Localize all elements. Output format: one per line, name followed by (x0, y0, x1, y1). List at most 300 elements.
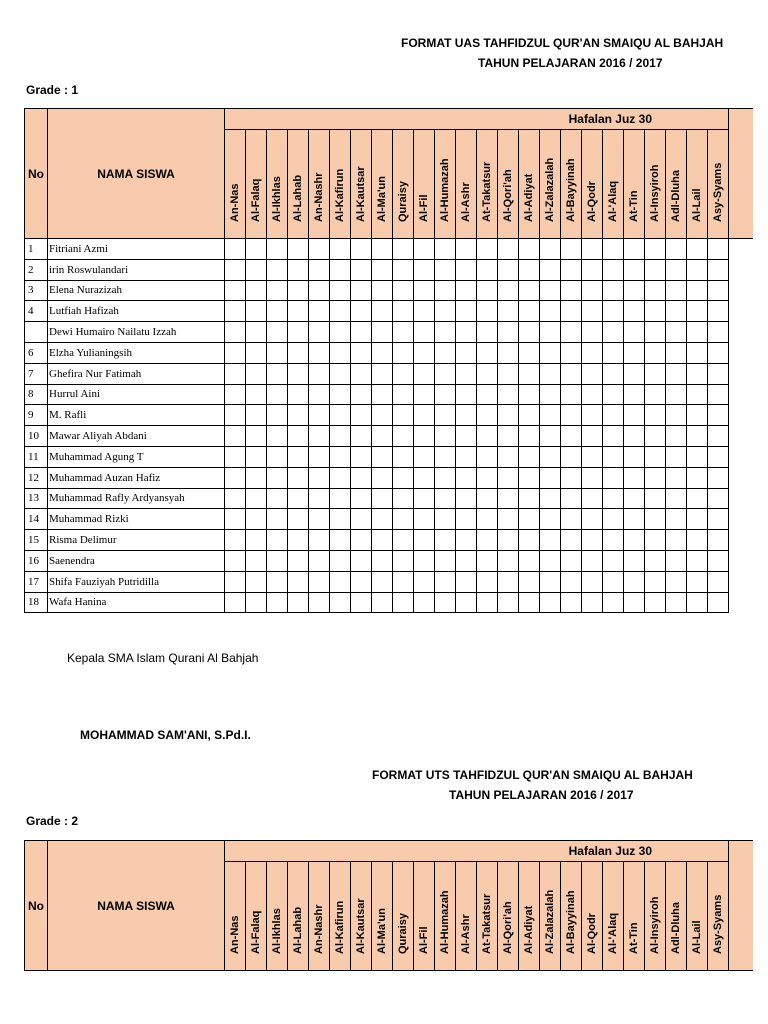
score-cell (246, 363, 267, 384)
score-cell (519, 592, 540, 613)
score-cell (288, 446, 309, 467)
student-name: Hurrul Aini (48, 384, 225, 405)
score-cell (498, 446, 519, 467)
surah-header-cell (645, 130, 666, 239)
score-cell (351, 467, 372, 488)
score-cell (561, 530, 582, 551)
score-cell (414, 239, 435, 260)
score-cell (603, 426, 624, 447)
score-cell (624, 342, 645, 363)
student-row (25, 322, 754, 343)
score-cell (624, 405, 645, 426)
score-cell (456, 280, 477, 301)
score-cell (519, 322, 540, 343)
score-cell (498, 550, 519, 571)
score-cell (477, 384, 498, 405)
score-cell (456, 488, 477, 509)
score-cell (687, 426, 708, 447)
score-cell (519, 405, 540, 426)
score-cell (267, 363, 288, 384)
score-cell (687, 259, 708, 280)
score-cell (708, 239, 729, 260)
score-cell (687, 530, 708, 551)
score-cell (246, 239, 267, 260)
score-cell (288, 426, 309, 447)
surah-header-cell (540, 130, 561, 239)
score-cell (456, 405, 477, 426)
surah-header-cell (246, 862, 267, 971)
score-cell (372, 384, 393, 405)
score-cell (498, 488, 519, 509)
header-fill-edge (729, 841, 754, 971)
score-cell (393, 342, 414, 363)
doc1-grade: Grade : 1 (26, 83, 79, 97)
score-cell (246, 259, 267, 280)
score-cell (666, 426, 687, 447)
student-row (25, 259, 754, 280)
score-cell (498, 405, 519, 426)
score-cell (540, 467, 561, 488)
surah-label: Al-Falaq (250, 178, 262, 222)
score-cell (561, 301, 582, 322)
score-cell (708, 467, 729, 488)
student-number: 4 (25, 301, 48, 322)
surah-label: Al-Ikhlas (271, 176, 283, 222)
score-cell (687, 239, 708, 260)
score-cell (393, 405, 414, 426)
score-cell (624, 550, 645, 571)
score-cell (687, 301, 708, 322)
score-cell (456, 426, 477, 447)
score-cell (603, 488, 624, 509)
score-cell (435, 384, 456, 405)
score-cell (330, 571, 351, 592)
doc2-subtitle: TAHUN PELAJARAN 2016 / 2017 (449, 788, 634, 802)
score-cell (288, 342, 309, 363)
score-cell (267, 259, 288, 280)
score-cell (624, 239, 645, 260)
surah-label: Al-Fil (418, 194, 430, 222)
score-cell (267, 239, 288, 260)
score-cell (372, 592, 393, 613)
score-cell (603, 342, 624, 363)
student-name: Muhammad Auzan Hafiz (48, 467, 225, 488)
score-cell (708, 301, 729, 322)
student-row (25, 550, 754, 571)
score-cell (540, 280, 561, 301)
score-cell (330, 550, 351, 571)
score-cell (330, 426, 351, 447)
student-number: 15 (25, 530, 48, 551)
student-row (25, 384, 754, 405)
score-cell (666, 446, 687, 467)
score-cell (330, 488, 351, 509)
score-cell (582, 384, 603, 405)
surah-header-cell (582, 862, 603, 971)
score-cell (561, 405, 582, 426)
surah-header-cell (288, 130, 309, 239)
score-cell (225, 571, 246, 592)
student-name: Elena Nurazizah (48, 280, 225, 301)
score-cell (372, 301, 393, 322)
surah-header-cell (351, 130, 372, 239)
score-cell (708, 550, 729, 571)
score-cell (372, 405, 393, 426)
doc2-grade: Grade : 2 (26, 814, 79, 828)
student-number: 13 (25, 488, 48, 509)
score-cell (246, 530, 267, 551)
student-row (25, 363, 754, 384)
score-cell (456, 571, 477, 592)
score-cell (414, 259, 435, 280)
score-cell (477, 426, 498, 447)
score-cell (498, 239, 519, 260)
score-cell (414, 550, 435, 571)
score-cell (267, 426, 288, 447)
score-cell (372, 467, 393, 488)
score-cell (351, 280, 372, 301)
student-name: Elzha Yulianingsih (48, 342, 225, 363)
score-cell (309, 322, 330, 343)
score-cell (330, 363, 351, 384)
score-cell (435, 509, 456, 530)
score-cell (477, 550, 498, 571)
score-cell (246, 426, 267, 447)
student-name: Shifa Fauziyah Putridilla (48, 571, 225, 592)
score-cell (309, 405, 330, 426)
score-cell (288, 301, 309, 322)
score-cell (540, 571, 561, 592)
score-cell (582, 571, 603, 592)
score-cell (603, 467, 624, 488)
score-cell (393, 509, 414, 530)
score-cell (687, 467, 708, 488)
surah-header-cell (414, 130, 435, 239)
score-cell (225, 550, 246, 571)
score-cell (393, 488, 414, 509)
student-row (25, 342, 754, 363)
score-cell (561, 239, 582, 260)
score-cell (372, 530, 393, 551)
score-cell (582, 342, 603, 363)
score-cell (456, 239, 477, 260)
score-cell (498, 530, 519, 551)
score-cell (435, 550, 456, 571)
score-cell (645, 592, 666, 613)
score-cell (666, 342, 687, 363)
surah-header-cell (330, 130, 351, 239)
score-cell (393, 550, 414, 571)
score-cell (708, 488, 729, 509)
score-cell (582, 446, 603, 467)
header-fill-edge (729, 109, 754, 239)
student-name: Ghefira Nur Fatimah (48, 363, 225, 384)
score-cell (246, 301, 267, 322)
score-cell (372, 259, 393, 280)
score-cell (309, 301, 330, 322)
score-cell (603, 509, 624, 530)
score-cell (708, 363, 729, 384)
score-cell (519, 239, 540, 260)
surah-label: An-Nashr (313, 172, 325, 222)
score-cell (666, 488, 687, 509)
score-cell (435, 259, 456, 280)
score-cell (666, 467, 687, 488)
score-cell (414, 571, 435, 592)
surah-header-cell (603, 862, 624, 971)
surah-label: Al-'Alaq (607, 912, 619, 954)
student-number: 9 (25, 405, 48, 426)
surah-header-cell (708, 130, 729, 239)
score-cell (582, 467, 603, 488)
surah-header-cell (498, 130, 519, 239)
score-cell (267, 550, 288, 571)
surah-label: Al-Insyiroh (649, 896, 661, 954)
student-name: Saenendra (48, 550, 225, 571)
score-cell (288, 239, 309, 260)
score-cell (288, 322, 309, 343)
score-cell (414, 280, 435, 301)
student-row (25, 446, 754, 467)
score-cell (414, 384, 435, 405)
score-cell (393, 239, 414, 260)
doc1-subtitle: TAHUN PELAJARAN 2016 / 2017 (478, 56, 663, 70)
score-cell (393, 467, 414, 488)
score-cell (246, 280, 267, 301)
score-cell (435, 239, 456, 260)
surah-label: Al-Ashr (460, 914, 472, 954)
score-cell (309, 280, 330, 301)
score-cell (540, 322, 561, 343)
score-cell (582, 259, 603, 280)
student-number: 10 (25, 426, 48, 447)
score-cell (414, 363, 435, 384)
score-cell (519, 301, 540, 322)
score-cell (288, 530, 309, 551)
score-cell (267, 488, 288, 509)
score-cell (477, 446, 498, 467)
score-cell (498, 280, 519, 301)
score-cell (309, 571, 330, 592)
score-cell (225, 384, 246, 405)
score-cell (309, 530, 330, 551)
score-cell (246, 405, 267, 426)
surah-label: Adl-Dluha (670, 902, 682, 954)
score-cell (540, 384, 561, 405)
surah-header-cell (582, 130, 603, 239)
score-cell (561, 342, 582, 363)
score-cell (309, 426, 330, 447)
score-cell (225, 342, 246, 363)
score-cell (477, 239, 498, 260)
score-cell (519, 446, 540, 467)
score-cell (414, 467, 435, 488)
score-cell (582, 509, 603, 530)
surah-label: Al-'Alaq (607, 180, 619, 222)
surah-header-cell (624, 130, 645, 239)
score-cell (267, 530, 288, 551)
score-cell (414, 322, 435, 343)
doc2-title: FORMAT UTS TAHFIDZUL QUR'AN SMAIQU AL BAHJAH (372, 768, 693, 782)
surah-header-cell (414, 862, 435, 971)
score-cell (393, 301, 414, 322)
score-cell (372, 488, 393, 509)
surah-header-cell (435, 862, 456, 971)
score-cell (351, 426, 372, 447)
surah-label: Al-Zalazalah (544, 157, 556, 222)
surah-header-cell (393, 130, 414, 239)
score-cell (435, 446, 456, 467)
score-cell (687, 384, 708, 405)
student-number (25, 322, 48, 343)
score-cell (561, 363, 582, 384)
score-cell (372, 363, 393, 384)
score-cell (330, 384, 351, 405)
score-cell (246, 550, 267, 571)
score-cell (519, 488, 540, 509)
surah-label: At-Takatsur (481, 161, 493, 222)
surah-header-cell (372, 130, 393, 239)
score-cell (624, 509, 645, 530)
score-cell (624, 488, 645, 509)
surah-header-cell (687, 130, 708, 239)
surah-header-cell (519, 130, 540, 239)
score-cell (603, 384, 624, 405)
surah-label: Al-Lail (691, 188, 703, 222)
hafalan-group-header: Hafalan Juz 30 (225, 841, 729, 862)
score-cell (414, 342, 435, 363)
surah-label: Al-Bayyinah (565, 890, 577, 954)
score-cell (246, 488, 267, 509)
score-cell (645, 530, 666, 551)
score-cell (456, 530, 477, 551)
score-cell (582, 530, 603, 551)
score-cell (288, 363, 309, 384)
score-cell (561, 384, 582, 405)
score-cell (393, 426, 414, 447)
surah-label: Al-Lahab (292, 174, 304, 222)
score-cell (708, 426, 729, 447)
score-cell (456, 259, 477, 280)
score-cell (603, 239, 624, 260)
surah-header-cell (456, 130, 477, 239)
score-cell (246, 342, 267, 363)
score-cell (708, 384, 729, 405)
score-cell (372, 446, 393, 467)
student-name: Muhammad Rafly Ardyansyah (48, 488, 225, 509)
score-cell (456, 363, 477, 384)
score-cell (645, 301, 666, 322)
surah-header-cell (435, 130, 456, 239)
score-cell (666, 322, 687, 343)
score-cell (477, 259, 498, 280)
surah-label: At-Takatsur (481, 893, 493, 954)
score-cell (645, 342, 666, 363)
score-cell (624, 467, 645, 488)
score-cell (246, 322, 267, 343)
score-cell (288, 550, 309, 571)
score-cell (666, 509, 687, 530)
score-cell (582, 280, 603, 301)
score-cell (666, 405, 687, 426)
score-cell (624, 280, 645, 301)
score-cell (666, 280, 687, 301)
col-no-header: No (25, 841, 48, 971)
score-cell (330, 446, 351, 467)
score-cell (477, 280, 498, 301)
score-cell (456, 322, 477, 343)
score-cell (603, 530, 624, 551)
surah-header-cell (603, 130, 624, 239)
score-cell (498, 426, 519, 447)
score-cell (393, 592, 414, 613)
score-cell (582, 363, 603, 384)
surah-label: Al-Humazah (439, 158, 451, 222)
score-cell (624, 384, 645, 405)
score-cell (267, 571, 288, 592)
surah-label: Asy-Syams (712, 162, 724, 222)
score-cell (435, 405, 456, 426)
score-cell (708, 322, 729, 343)
score-cell (477, 488, 498, 509)
score-cell (372, 571, 393, 592)
score-cell (645, 280, 666, 301)
score-cell (330, 280, 351, 301)
score-cell (687, 446, 708, 467)
score-cell (225, 259, 246, 280)
score-cell (582, 322, 603, 343)
score-cell (645, 322, 666, 343)
score-cell (561, 488, 582, 509)
col-name-header: NAMA SISWA (48, 109, 225, 239)
surah-label: Al-Fil (418, 926, 430, 954)
surah-label: Quraisy (397, 913, 409, 954)
score-cell (708, 342, 729, 363)
surah-header-cell (288, 862, 309, 971)
surah-label: Al-Humazah (439, 890, 451, 954)
score-cell (351, 363, 372, 384)
score-cell (372, 342, 393, 363)
score-cell (561, 571, 582, 592)
surah-label: Al-Ashr (460, 182, 472, 222)
score-cell (330, 322, 351, 343)
score-cell (645, 550, 666, 571)
score-cell (624, 571, 645, 592)
score-cell (540, 426, 561, 447)
surah-header-cell (519, 862, 540, 971)
score-cell (477, 342, 498, 363)
score-cell (708, 530, 729, 551)
score-cell (687, 280, 708, 301)
surah-label: At-Tin (628, 922, 640, 954)
doc1-title: FORMAT UAS TAHFIDZUL QUR'AN SMAIQU AL BAHJAH (401, 36, 724, 50)
score-cell (687, 571, 708, 592)
surah-header-cell (225, 862, 246, 971)
score-cell (645, 446, 666, 467)
surah-label: Al-Qodr (586, 181, 598, 222)
student-row (25, 592, 754, 613)
score-cell (393, 259, 414, 280)
score-cell (246, 467, 267, 488)
score-cell (666, 550, 687, 571)
score-cell (477, 322, 498, 343)
score-cell (582, 239, 603, 260)
score-cell (645, 509, 666, 530)
score-cell (330, 239, 351, 260)
score-cell (561, 467, 582, 488)
score-cell (645, 571, 666, 592)
student-rows (25, 239, 754, 613)
